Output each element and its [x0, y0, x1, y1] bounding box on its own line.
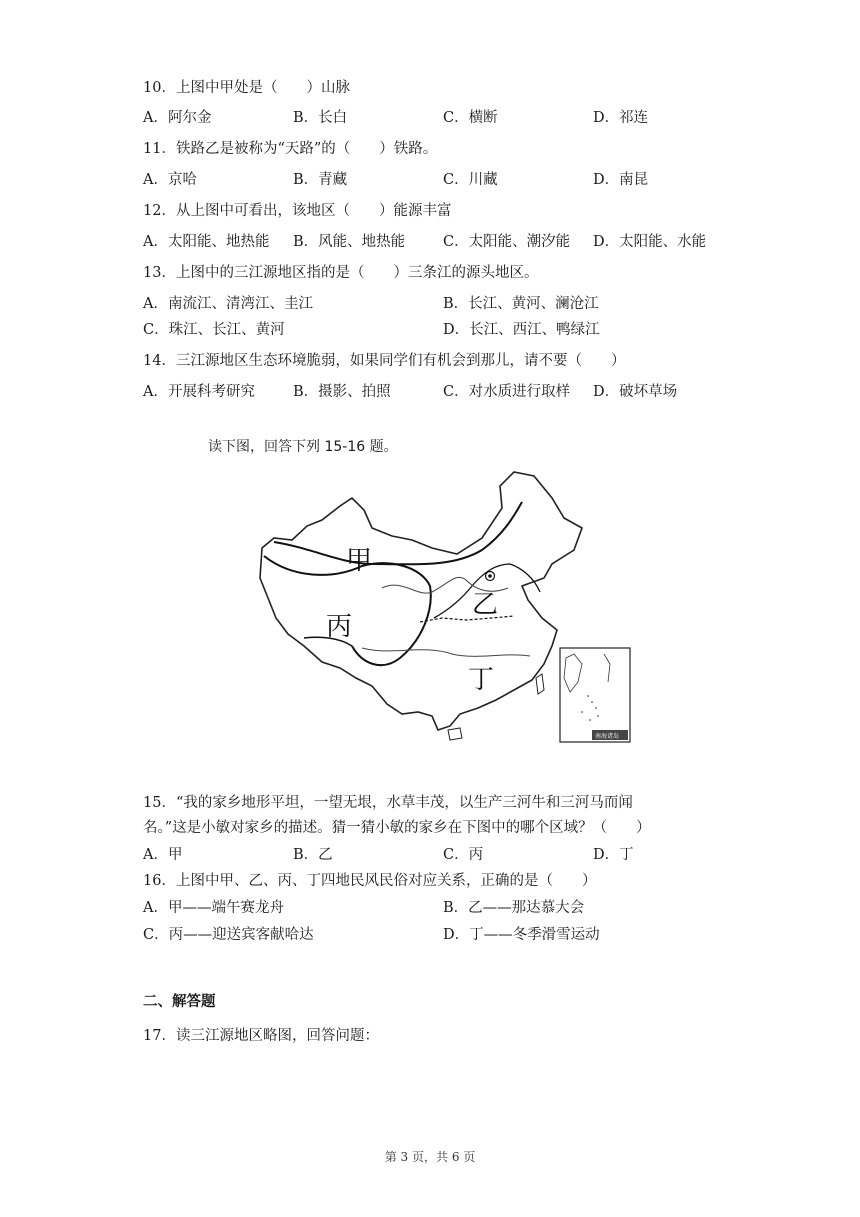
q10-option-d: D．祁连 [593, 110, 649, 126]
q16-option-b: B．乙——那达慕大会 [443, 900, 585, 916]
question-16-stem: 16．上图中甲、乙、丙、丁四地民风民俗对应关系，正确的是（ ） [143, 873, 597, 889]
question-14-stem: 14．三江源地区生态环境脆弱，如果同学们有机会到那儿，请不要（ ） [143, 353, 626, 369]
region-label-ding: 丁 [468, 665, 495, 695]
q10-option-c: C．横断 [443, 110, 498, 126]
region-label-yi: 乙 [472, 590, 499, 620]
q12-option-d: D．太阳能、水能 [593, 234, 707, 250]
question-11-stem: 11．铁路乙是被称为“天路”的（ ）铁路。 [143, 141, 438, 157]
q14-option-c: C．对水质进行取样 [443, 384, 571, 400]
question-15-stem-line2: 名。”这是小敏对家乡的描述。猜一猜小敏的家乡在下图中的哪个区域？（ ） [143, 820, 651, 836]
inset-caption: 南海诸岛 [595, 733, 620, 740]
hainan-island [448, 728, 462, 740]
q13-option-a: A．南流江、清湾江、圭江 [143, 296, 313, 312]
question-12-stem: 12．从上图中可看出，该地区（ ）能源丰富 [143, 203, 452, 219]
section-title: 二、解答题 [143, 994, 216, 1010]
question-15-stem-line1: 15．“我的家乡地形平坦，一望无垠，水草丰茂，以生产三河牛和三河马而闻 [143, 795, 633, 811]
q11-option-b: B．青藏 [293, 172, 348, 188]
region-label-jia: 甲 [346, 546, 373, 576]
question-10-stem: 10．上图中甲处是（ ）山脉 [143, 80, 350, 96]
q14-option-b: B．摄影、拍照 [293, 384, 391, 400]
q13-option-d: D．长江、西江、鸭绿江 [443, 322, 600, 338]
q11-option-c: C．川藏 [443, 172, 498, 188]
q10-option-a: A．阿尔金 [143, 110, 212, 126]
q12-option-c: C．太阳能、潮汐能 [443, 234, 571, 250]
map-country-outline [260, 472, 582, 730]
q16-option-a: A．甲——端午赛龙舟 [143, 900, 284, 916]
q12-option-b: B．风能、地热能 [293, 234, 406, 250]
page-footer: 第 3 页，共 6 页 [384, 1150, 476, 1164]
q16-option-d: D．丁——冬季滑雪运动 [443, 927, 600, 943]
question-13-stem: 13．上图中的三江源地区指的是（ ）三条江的源头地区。 [143, 265, 539, 281]
q16-option-c: C．丙——迎送宾客献哈达 [143, 927, 314, 943]
q15-option-a: A．甲 [143, 847, 183, 863]
q10-option-b: B．长白 [293, 110, 348, 126]
q11-option-d: D．南昆 [593, 172, 649, 188]
q14-option-d: D．破坏草场 [593, 384, 678, 400]
south-china-sea-inset [560, 648, 630, 742]
q15-option-b: B．乙 [293, 847, 333, 863]
q13-option-b: B．长江、黄河、澜沧江 [443, 296, 599, 312]
q12-option-a: A．太阳能、地热能 [143, 234, 270, 250]
q13-option-c: C．珠江、长江、黄河 [143, 322, 285, 338]
region-label-bing: 丙 [326, 612, 353, 642]
q11-option-a: A．京哈 [143, 172, 197, 188]
question-17-stem: 17．读三江源地区略图，回答问题： [143, 1028, 379, 1044]
china-region-map [252, 468, 632, 746]
q15-option-c: C．丙 [443, 847, 484, 863]
q15-option-d: D．丁 [593, 847, 634, 863]
taiwan-island [536, 674, 544, 694]
q14-option-a: A．开展科考研究 [143, 384, 255, 400]
map-intro-text: 读下图，回答下列 15-16 题。 [208, 439, 398, 455]
